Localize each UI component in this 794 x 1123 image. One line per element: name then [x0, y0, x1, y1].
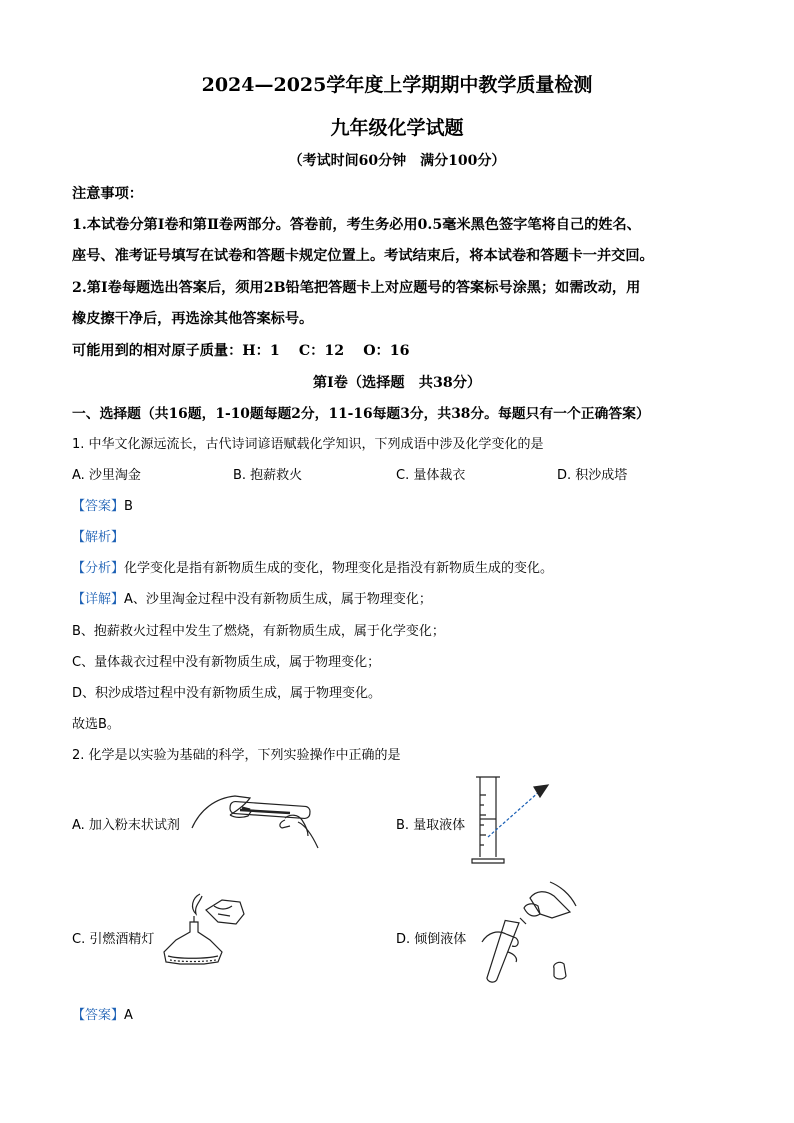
section-title: 第Ⅰ卷（选择题 共38分） — [312, 375, 482, 391]
figure-alcohol-lamp — [160, 888, 250, 983]
q2-option-a: A. 加入粉末状试剂 — [72, 818, 180, 833]
q2-answer-tag: 【答案】 — [72, 1008, 125, 1023]
q1-analysis-tag: 【解析】 — [72, 530, 125, 545]
q2-answer: A — [124, 1008, 133, 1023]
q2-option-d: D. 倾倒液体 — [396, 932, 467, 947]
notes-heading: 注意事项： — [72, 186, 143, 202]
q1-fenxi-tag: 【分析】 — [72, 561, 125, 576]
q1-answer-tag: 【答案】 — [72, 499, 125, 514]
figure-add-powder — [190, 780, 330, 850]
q1-option-a: A. 沙里淘金 — [72, 468, 141, 483]
notes-line-2: 座号、准考证号填写在试卷和答题卡规定位置上。考试结束后，将本试卷和答题卡一并交回。 — [72, 248, 654, 264]
q1-detail-tag: 【详解】 — [72, 592, 125, 607]
q1-detail-b: B、抱薪救火过程中发生了燃烧，有新物质生成，属于化学变化； — [72, 624, 445, 639]
exam-subtitle: 九年级化学试题 — [330, 117, 464, 139]
section-instructions: 一、选择题（共16题，1-10题每题2分，11-16每题3分，共38分。每题只有一个正确答案） — [72, 406, 650, 422]
q2-option-c: C. 引燃酒精灯 — [72, 932, 155, 947]
notes-line-1: 1.本试卷分第Ⅰ卷和第Ⅱ卷两部分。答卷前，考生务必用0.5毫米黑色签字笔将自己的姓名、 — [72, 217, 641, 233]
q1-fenxi-line — [72, 557, 553, 576]
q1-detail-c: C、量体裁衣过程中没有新物质生成，属于物理变化； — [72, 655, 381, 670]
q1-option-d: D. 积沙成塔 — [557, 468, 628, 483]
q1-detail-line — [72, 588, 432, 607]
exam-info: （考试时间60分钟 满分100分） — [288, 153, 506, 169]
q1-answer: B — [124, 499, 133, 514]
q1-detail-a: A、沙里淘金过程中没有新物质生成，属于物理变化； — [124, 592, 432, 607]
q1-fenxi: 化学变化是指有新物质生成的变化，物理变化是指没有新物质生成的变化。 — [124, 561, 554, 576]
q1-stem: 1. 中华文化源远流长，古代诗词谚语赋载化学知识，下列成语中涉及化学变化的是 — [72, 437, 544, 452]
q2-stem: 2. 化学是以实验为基础的科学，下列实验操作中正确的是 — [72, 748, 401, 763]
exam-title: 2024—2025学年度上学期期中教学质量检测 — [201, 74, 593, 96]
q1-detail-d: D、积沙成塔过程中没有新物质生成，属于物理变化。 — [72, 686, 382, 701]
q1-conclusion: 故选B。 — [72, 717, 120, 732]
q1-option-c: C. 量体裁衣 — [396, 468, 466, 483]
q1-option-b: B. 抱薪救火 — [233, 468, 303, 483]
notes-line-4: 橡皮擦干净后，再选涂其他答案标号。 — [72, 311, 314, 327]
q2-answer-line — [72, 1004, 133, 1023]
notes-line-3: 2.第Ⅰ卷每题选出答案后，须用2B铅笔把答题卡上对应题号的答案标号涂黑；如需改动，用 — [72, 280, 641, 296]
q1-answer-line — [72, 495, 133, 514]
figure-graduated-cylinder — [470, 775, 560, 865]
atomic-mass: 可能用到的相对原子质量：H：1 C：12 O：16 — [72, 343, 410, 359]
figure-pour-liquid — [480, 880, 585, 992]
q2-option-b: B. 量取液体 — [396, 818, 466, 833]
